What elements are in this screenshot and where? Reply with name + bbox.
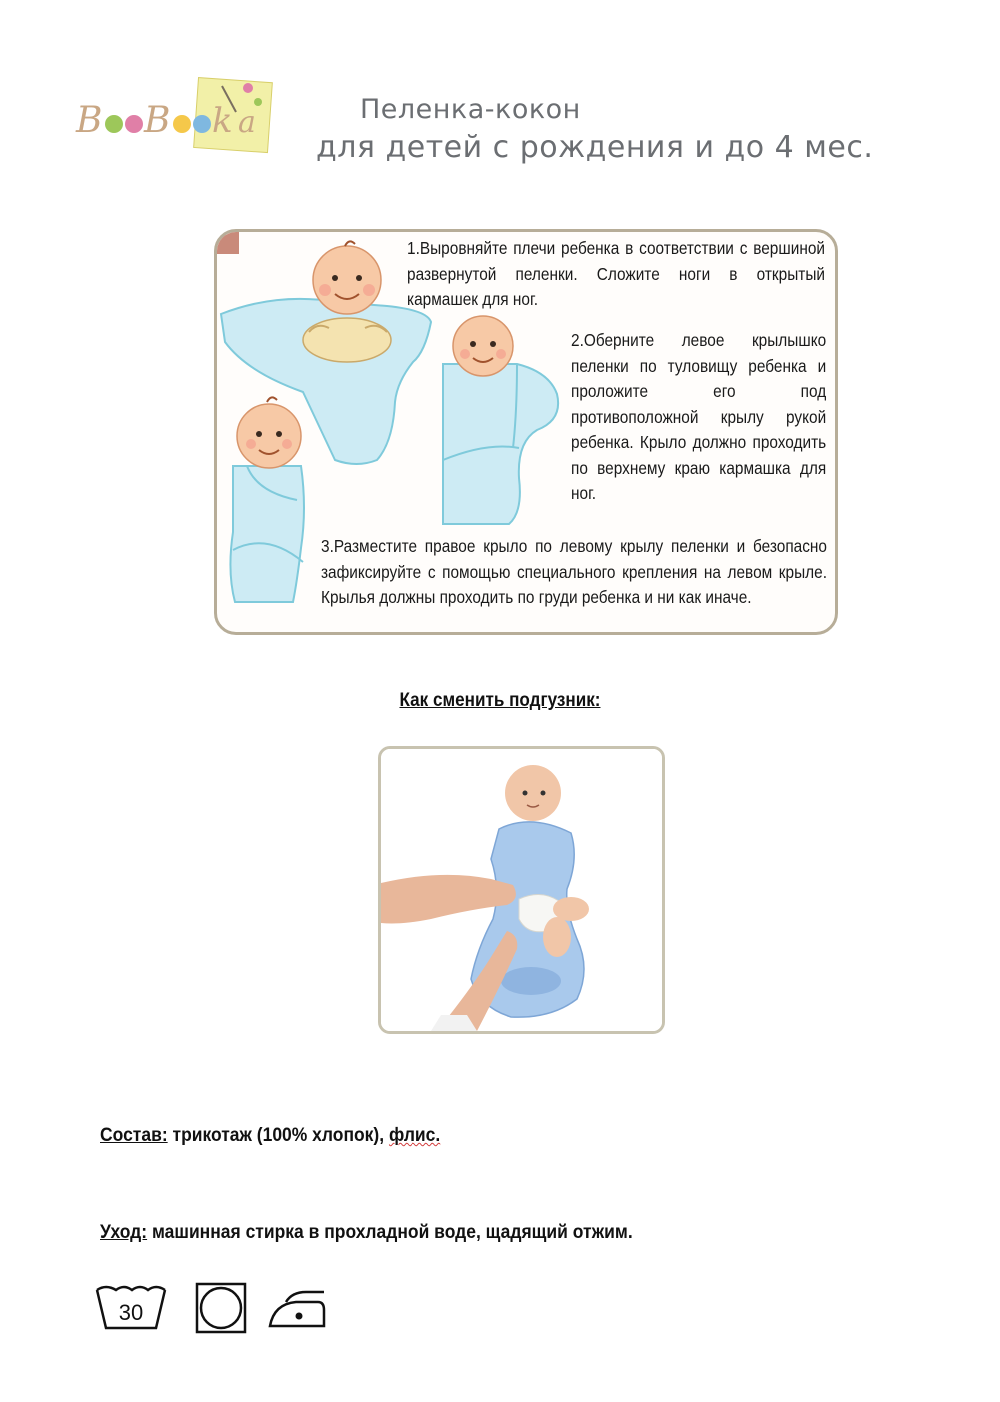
svg-text:B: B [76,100,103,141]
svg-text:B: B [144,100,171,141]
instruction-step-1: 1.Выровняйте плечи ребенка в соответствии с вершиной развернутой пеленки. Сложите ноги в открытый кармашек для ног. [407,238,825,309]
diaper-change-photo [378,746,665,1034]
svg-text:k: k [212,101,233,141]
care-label: Уход: [100,1222,148,1243]
composition-label: Состав: [100,1125,168,1146]
diaper-change-heading: Как сменить подгузник: [399,690,601,711]
instruction-step-2: 2.Оберните левое крылышко пеленки по туловищу ребенка и проложите его под противоположной крылу рукой ребенка. Крыло должно проходить по верхнему краю кармашка для ног. [571,330,827,503]
instruction-step-3: 3.Разместите правое крыло по левому крылу пеленки и безопасно зафиксируйте с помощью специального крепления на левом крыле. Крылья должны проходить по груди ребенка и ни как иначе. [321,536,827,607]
swaddle-instructions-panel [214,229,838,635]
composition-value: трикотаж (100% хлопок), [167,1125,389,1146]
wash-30-icon [94,1282,168,1339]
care-line [100,1222,633,1244]
iron-low-icon [266,1282,330,1339]
composition-line [100,1125,440,1147]
tumble-dry-icon [195,1282,249,1339]
svg-text:a: a [238,105,256,140]
page-title-line2: для детей с рождения и до 4 мес. [316,130,874,165]
page-title-line1: Пеленка-кокон [360,94,581,125]
brand-logo [72,72,282,162]
wash-temp-label: 30 [118,1300,144,1325]
care-value: машинная стирка в прохладной воде, щадящий отжим. [147,1222,633,1243]
composition-value-tail: флис. [388,1125,441,1146]
